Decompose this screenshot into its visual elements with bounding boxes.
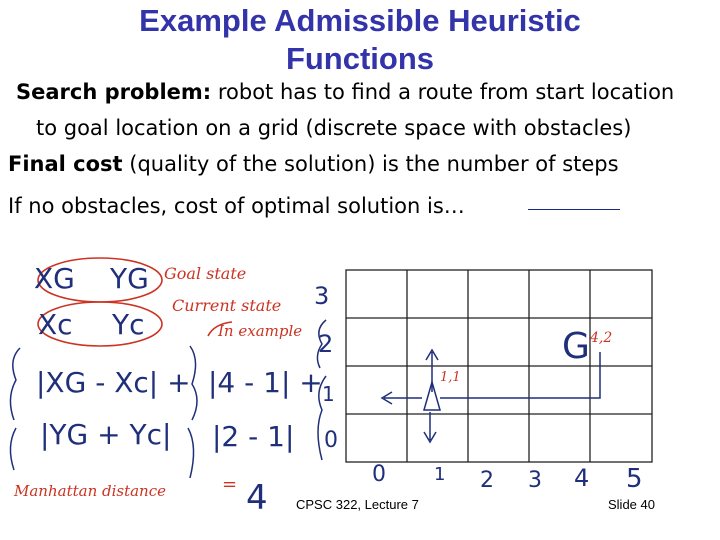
equals-sign: = bbox=[222, 474, 238, 495]
num-y-expression: |2 - 1| bbox=[212, 420, 295, 453]
num-x-expression: |4 - 1| + bbox=[208, 366, 323, 399]
start-coords: 1,1 bbox=[440, 370, 461, 385]
row-label-3: 3 bbox=[314, 282, 330, 310]
footer-slide-number: Slide 40 bbox=[608, 497, 655, 512]
grid-lines bbox=[346, 270, 652, 462]
col-label-0: 0 bbox=[372, 462, 386, 487]
goal-coords: 4,2 bbox=[590, 330, 613, 346]
current-state-note: Current state bbox=[172, 296, 282, 315]
heuristic-result: 4 bbox=[246, 478, 268, 518]
hand-braces bbox=[10, 320, 326, 478]
search-problem-label: Search problem: bbox=[16, 80, 212, 104]
abs-x-expression: |XG - Xc| + bbox=[36, 366, 191, 399]
final-cost-label: Final cost bbox=[8, 152, 123, 176]
goal-marker: G bbox=[562, 326, 590, 367]
col-label-3: 3 bbox=[528, 468, 542, 493]
title-line-2: Functions bbox=[285, 41, 435, 76]
search-problem-text: robot has to find a route from start location bbox=[211, 80, 675, 104]
row-label-0: 0 bbox=[324, 428, 338, 453]
in-example-note: In example bbox=[218, 322, 303, 340]
col-label-4: 4 bbox=[574, 464, 590, 492]
manhattan-distance-note: Manhattan distance bbox=[14, 482, 166, 500]
xc-label: Xc bbox=[38, 308, 73, 341]
col-label-5: 5 bbox=[626, 464, 643, 494]
xg-label: XG bbox=[34, 262, 75, 295]
col-label-2: 2 bbox=[480, 468, 494, 493]
row-label-1: 1 bbox=[322, 382, 335, 406]
yg-label: YG bbox=[110, 262, 149, 295]
final-cost-text: (quality of the solution) is the number of steps bbox=[122, 152, 619, 176]
obstacles-line: If no obstacles, cost of optimal solution is… bbox=[8, 194, 465, 218]
footer-lecture: CPSC 322, Lecture 7 bbox=[296, 497, 419, 512]
row-label-2: 2 bbox=[318, 330, 334, 358]
title-line-1: Example Admissible Heuristic bbox=[139, 3, 581, 38]
col-label-1: 1 bbox=[434, 464, 446, 485]
goal-state-note: Goal state bbox=[164, 264, 247, 283]
yc-label: Yc bbox=[112, 308, 145, 341]
search-problem-line-2: to goal location on a grid (discrete space with obstacles) bbox=[36, 116, 632, 140]
abs-y-expression: |YG + Yc| bbox=[40, 418, 172, 451]
